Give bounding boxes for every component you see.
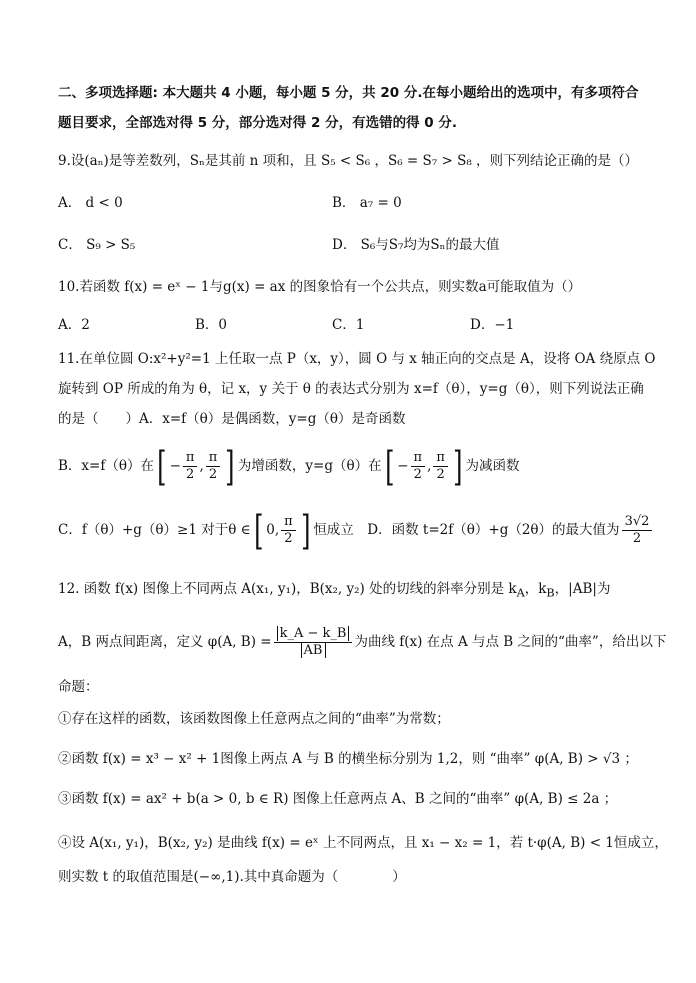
section-heading-line2: 题目要求，全部选对得 5 分，部分选对得 2 分，有选错的得 0 分.: [58, 115, 458, 131]
q12-line1: 12. 函数 f(x) 图像上不同两点 A(x₁, y₁)，B(x₂, y₂) 处的切线的斜率分别是 $k_A$，$k_B$，|AB|为: [58, 581, 611, 600]
q12-proposition-3: ③函数 f(x) = ax² + b(a > 0, b ∈ R) 图像上任意两点 A、B 之间的“曲率” φ(A, B) ≤ 2a ；: [58, 791, 618, 807]
fraction-max-value: $\frac{3√2}{2}$: [622, 514, 653, 547]
q12-line2: A，B 两点间距离，定义 φ(A, B) = $\frac{k\_A - k\_B}{AB}$ 为曲线 f(x) 在点 A 与点 B 之间的“曲率”，给出以下: [58, 626, 667, 658]
q10-option-d: D．−1: [470, 317, 515, 333]
fraction-pi-2: $\frac{\pi}{2}$: [433, 450, 448, 483]
fraction-pi-2: $\frac{\pi}{2}$: [206, 450, 221, 483]
interval-bracket: [: [253, 507, 264, 554]
q12-proposition-4: ④设 A(x₁, y₁)，B(x₂, y₂) 是曲线 f(x) = eˣ 上不同两点，且 x₁ − x₂ = 1，若 t·φ(A, B) < 1恒成立，: [58, 835, 668, 851]
q9-option-d: D． S₆与S₇均为Sₙ的最大值: [332, 237, 500, 253]
q9-option-c: C． S₉ > S₅: [58, 237, 136, 253]
fraction-pi-2: $\frac{\pi}{2}$: [281, 514, 296, 547]
q12-line3: 命题：: [58, 679, 99, 695]
q10-option-c: C．1: [332, 317, 365, 333]
q10-stem: 10.若函数 f(x) = eˣ − 1与g(x) = ax 的图象恰有一个公共点，则实数a可能取值为（）: [58, 279, 582, 295]
interval-bracket: [: [157, 443, 167, 490]
q12-proposition-1: ①存在这样的函数，该函数图像上任意两点之间的“曲率”为常数；: [58, 711, 450, 727]
fraction-pi-2: $\frac{\pi}{2}$: [183, 450, 198, 483]
interval-bracket: ]: [300, 507, 311, 554]
q12-proposition-2: ②函数 f(x) = x³ − x² + 1图像上两点 A 与 B 的横坐标分别为 1,2，则 “曲率” φ(A, B) > √3 ；: [58, 751, 638, 767]
q11-line3: 的是（ ）A．x=f（θ）是偶函数，y=g（θ）是奇函数: [58, 411, 406, 427]
interval-bracket: [: [384, 443, 395, 490]
q9-option-a: A． d < 0: [58, 195, 123, 211]
curvature-fraction: $\frac{k\_A - k\_B}{AB}$: [274, 626, 353, 659]
q11-option-b: B．x=f（θ）在[ − $\frac{\pi}{2}$ , $\frac{\pi}{2}$ ] 为增函数，y=g（θ）在[ − $\frac{\pi}{2}$ , $\frac{\pi}{2}$ ] 为减函数: [58, 443, 520, 490]
q9-stem: 9.设(aₙ)是等差数列，Sₙ是其前 n 项和，且 S₅ < S₆ ，S₆ = S₇ > S₈ ，则下列结论正确的是（）: [58, 153, 639, 169]
q11-line2: 旋转到 OP 所成的角为 θ，记 x，y 关于 θ 的表达式分别为 x=f（θ），y=g（θ），则下列说法正确: [58, 381, 644, 397]
q9-option-b: B． a₇ = 0: [332, 195, 402, 211]
interval-bracket: ]: [453, 443, 463, 490]
q12-proposition-4-cont: 则实数 t 的取值范围是(−∞,1).其中真命题为（ ）: [58, 869, 406, 885]
q11-option-c-d: C．f（θ）+g（θ）≥1 对于θ ∈[ 0, $\frac{\pi}{2}$ ] 恒成立 D．函数 t=2f（θ）+g（2θ）的最大值为 $\frac{3√2}{2}$: [58, 508, 656, 552]
fraction-pi-2: $\frac{\pi}{2}$: [411, 450, 426, 483]
q11-line1: 11.在单位圆 O:x²+y²=1 上任取一点 P（x，y），圆 O 与 x 轴正向的交点是 A，设将 OA 绕原点 O: [58, 351, 656, 367]
section-heading-line1: 二、多项选择题: 本大题共 4 小题，每小题 5 分，共 20 分.在每小题给出的选项中，有多项符合: [58, 85, 639, 101]
q10-option-a: A．2: [58, 317, 90, 333]
interval-bracket: ]: [225, 443, 235, 490]
q10-option-b: B．0: [195, 317, 228, 333]
